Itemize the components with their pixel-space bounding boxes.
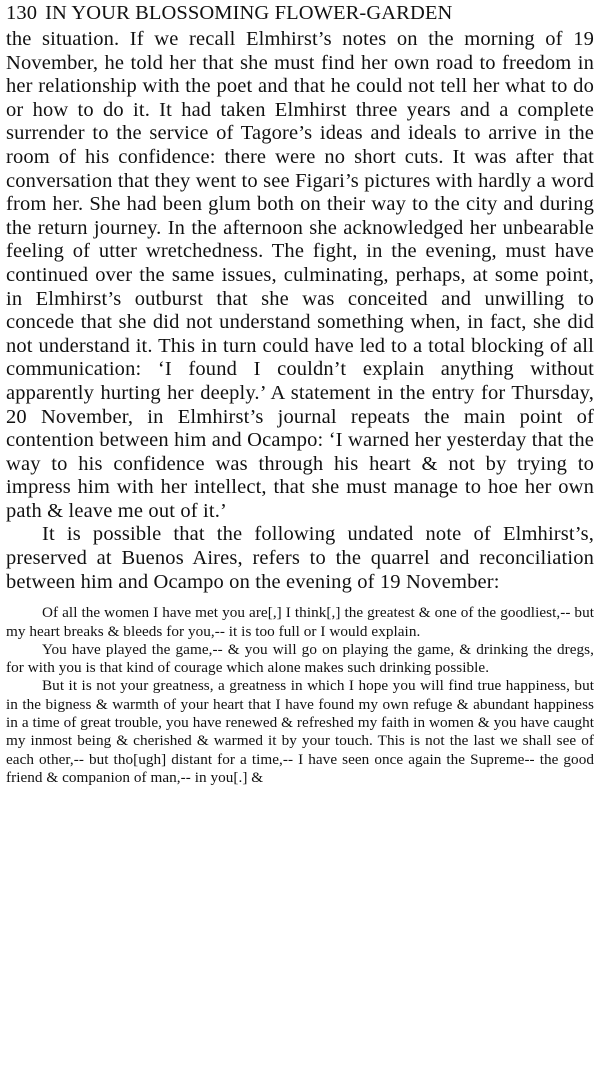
quote-paragraph-2: You have played the game,-- & you will go on playing the game, & drinking the dregs, for with you is that kind of courage which alone makes such drinking possible. [6,640,594,677]
body-paragraph-1: the situation. If we recall Elmhirst’s notes on the morning of 19 November, he told her that she must find her own road to freedom in her relationship with the poet and that he could not tell her what to do or how to do it. It had taken Elmhirst three years and a complete surrender to the service of Tagore’s ideas and ideals to arrive in the room of his confidence: there were no short cuts. It was after that conversation that they went to see Figari’s pictures with hardly a word from her. She had been glum both on their way to the city and during the return journey. In the afternoon she acknowledged her unbearable feeling of utter wretchedness. The fight, in the evening, must have continued over the same issues, culminating, perhaps, at some point, in Elmhirst’s outburst that she was conceited and unwilling to concede that she did not understand something when, in fact, she did not understand it. This in turn could have led to a total blocking of all communication: ‘I found I couldn’t explain anything without apparently hurting her deeply.’ A statement in the entry for Thursday, 20 November, in Elmhirst’s journal repeats the main point of contention between him and Ocampo: ‘I warned her yesterday that the way to his confidence was through his heart & not by trying to impress him with her intellect, that she must manage to hoe her own path & leave me out of it.’ [6,28,594,522]
page-number: 130 [6,2,38,24]
quote-paragraph-1: Of all the women I have met you are[,] I think[,] the greatest & one of the goodliest,-- but my heart breaks & bleeds for you,-- it is too full or I would explain. [6,604,594,640]
running-title: IN YOUR BLOSSOMING FLOWER-GARDEN [45,2,453,24]
running-head [6,0,594,28]
block-quote [6,604,594,787]
quote-paragraph-3: But it is not your greatness, a greatness in which I hope you will find true happiness, but in the bigness & warmth of your heart that I have found my own refuge & abundant happiness in a time of great trouble, you have renewed & refreshed my faith in women & you have caught my inmost being & cherished & warmed it by your touch. This is not the last we shall see of each other,-- but tho[ugh] distant for a time,-- I have seen once again the Supreme-- the good friend & companion of man,-- in you[.] & [6,677,594,786]
body-text [6,28,594,594]
body-paragraph-2: It is possible that the following undated note of Elmhirst’s, preserved at Buenos Aires, refers to the quarrel and reconciliation between him and Ocampo on the evening of 19 November: [6,523,594,593]
